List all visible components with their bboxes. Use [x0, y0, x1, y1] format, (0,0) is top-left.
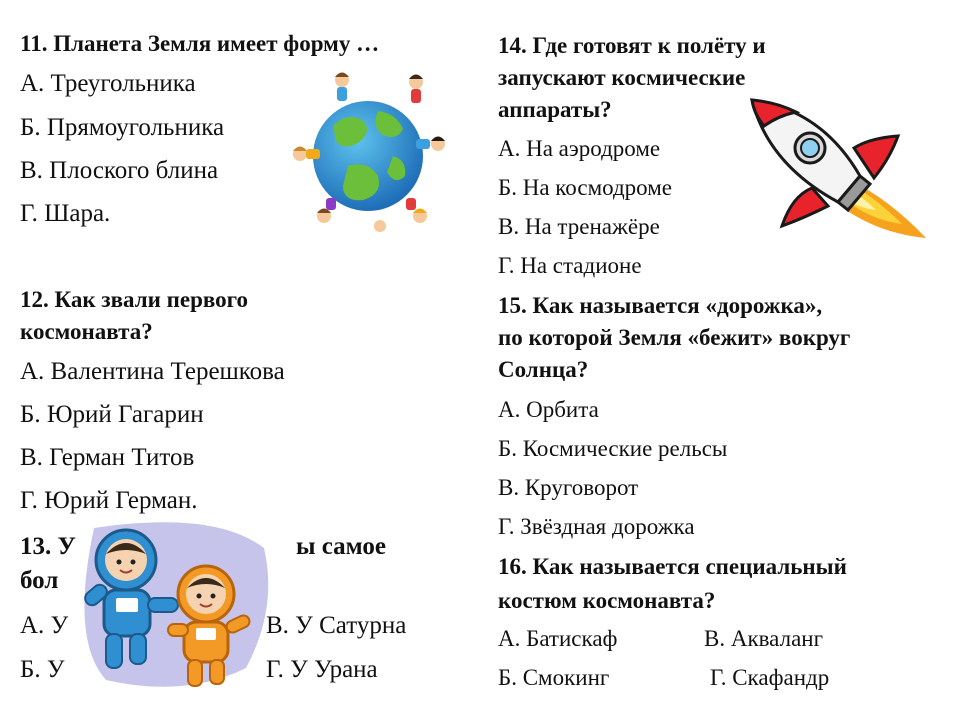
q12-question-line2: космонавта?: [20, 319, 153, 344]
q14-question-line3: аппараты?: [498, 97, 612, 122]
q11-answer-b: Б. Прямоугольника: [20, 114, 225, 141]
q13-answer-b-start: Б. У: [20, 656, 65, 683]
q11-answer-a: А. Треугольника: [20, 70, 196, 97]
q14-answer-a: А. На аэродроме: [498, 136, 661, 161]
q11-answer-c: В. Плоского блина: [20, 157, 219, 184]
q14-answer-c: В. На тренажёре: [498, 214, 660, 239]
q16-question-line1: 16. Как называется специальный: [498, 554, 847, 579]
q15-answer-c: В. Круговорот: [498, 475, 639, 500]
astronauts-icon: [64, 518, 274, 690]
q15-question-line1: 15. Как называется «дорожка»,: [498, 293, 823, 318]
q14-answer-d: Г. На стадионе: [498, 253, 642, 278]
q16-answer-a: А. Батискаф: [498, 626, 618, 651]
q15-answer-d: Г. Звёздная дорожка: [498, 514, 695, 539]
q15-question-line2: по которой Земля «бежит» вокруг: [498, 325, 851, 350]
q14-answer-b: Б. На космодроме: [498, 175, 672, 200]
q13-question-line2-start: бол: [20, 567, 59, 594]
q12-question-line1: 12. Как звали первого: [20, 287, 249, 312]
q13-question-part: ы самое: [296, 533, 386, 560]
q16-answer-d: Г. Скафандр: [710, 665, 830, 690]
q15-question-line3: Солнца?: [498, 357, 589, 382]
q14-question-line2: запускают космические: [498, 65, 746, 90]
q12-answer-a: А. Валентина Терешкова: [20, 358, 285, 385]
q16-answer-c: В. Акваланг: [704, 626, 824, 651]
q16-answer-b: Б. Смокинг: [498, 665, 610, 690]
q15-answer-a: А. Орбита: [498, 397, 599, 422]
q13-question-start: 13. У: [20, 533, 76, 560]
q11-question: 11. Планета Земля имеет форму …: [20, 31, 380, 56]
q11-answer-d: Г. Шара.: [20, 200, 111, 227]
q16-question-line2: костюм космонавта?: [498, 588, 716, 613]
q12-answer-c: В. Герман Титов: [20, 444, 195, 471]
q12-answer-b: Б. Юрий Гагарин: [20, 401, 204, 428]
q12-answer-d: Г. Юрий Герман.: [20, 487, 198, 514]
q13-answer-c: В. У Сатурна: [266, 612, 407, 639]
q13-answer-a-start: А. У: [20, 612, 69, 639]
q15-answer-b: Б. Космические рельсы: [498, 436, 728, 461]
earth-with-children-icon: [288, 66, 448, 230]
q13-answer-d: Г. У Урана: [266, 656, 378, 683]
q14-question-line1: 14. Где готовят к полёту и: [498, 33, 766, 58]
rocket-icon: [742, 92, 928, 256]
